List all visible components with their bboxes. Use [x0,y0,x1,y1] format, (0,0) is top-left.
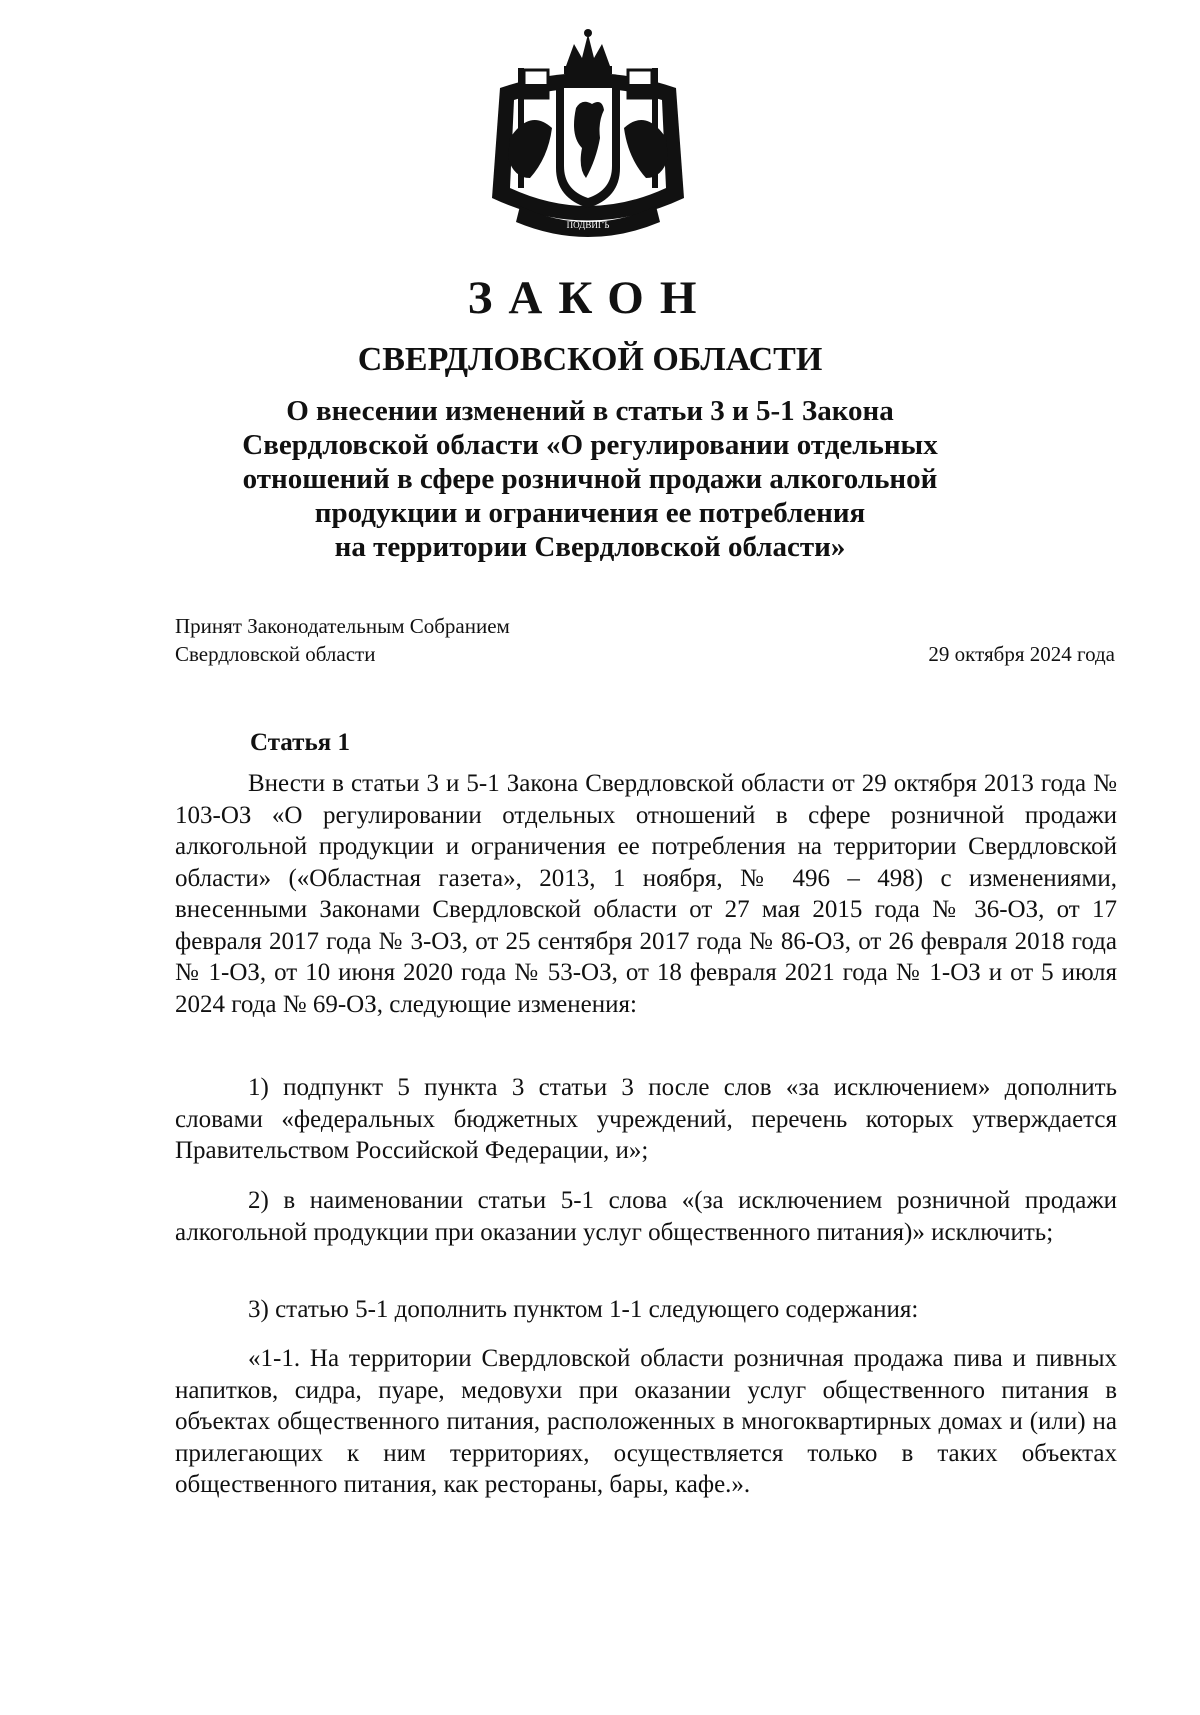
subject-line: Свердловской области «О регулировании отдельных [242,429,938,461]
svg-text:ПОДВИГЪ: ПОДВИГЪ [566,220,610,230]
article-paragraph: 3) статью 5-1 дополнить пунктом 1-1 следующего содержания: [248,1296,919,1323]
adoption-authority [175,612,510,668]
document-type-title: ЗАКОН [467,272,713,324]
coat-of-arms-emblem [470,28,706,252]
law-subject-title [200,394,980,564]
article-paragraph: 1) подпункт 5 пункта 3 статьи 3 после слов «за исключением» дополнить словами «федеральных бюджетных учреждений, перечень которых утверждается Правительством Российской Федерации, и»; [175,1074,1117,1164]
article-heading: Статья 1 [250,729,350,756]
adoption-line: Свердловской области [175,642,376,666]
article-paragraph: 2) в наименовании статьи 5-1 слова «(за исключением розничной продажи алкогольной продукции при оказании услуг общественного питания)» исключить; [175,1187,1117,1246]
region-title: СВЕРДЛОВСКОЙ ОБЛАСТИ [357,341,823,378]
subject-line: на территории Свердловской области» [334,531,846,563]
adoption-date: 29 октября 2024 года [928,642,1115,666]
article-paragraph: «1-1. На территории Свердловской области розничная продажа пива и пивных напитков, сидра, пуаре, медовухи при оказании услуг общественного питания в объектах общественного питания, расположенных в многоквартирных домах и (или) на прилегающих к ним территориях, осуществляется только в таких объектах общественного питания, как рестораны, бары, кафе.». [175,1345,1117,1498]
subject-line: продукции и ограничения ее потребления [314,497,866,529]
subject-line: отношений в сфере розничной продажи алкогольной [242,463,938,495]
adoption-line: Принят Законодательным Собранием [175,614,510,638]
subject-line: О внесении изменений в статьи 3 и 5-1 Закона [286,395,894,427]
article-paragraph: Внести в статьи 3 и 5-1 Закона Свердловской области от 29 октября 2013 года № 103-ОЗ «О регулировании отдельных отношений в сфере розничной продажи алкогольной продукции и ограничения ее потребления на территории Свердловской области» («Областная газета», 2013, 1 ноября, № 496 – 498) с изменениями, внесенными Законами Свердловской области от 27 мая 2015 года № 36-ОЗ, от 17 февраля 2017 года № 3-ОЗ, от 25 сентября 2017 года № 86-ОЗ, от 26 февраля 2018 года № 1-ОЗ, от 10 июня 2020 года № 53-ОЗ, от 18 февраля 2021 года № 1-ОЗ и от 5 июля 2024 года № 69-ОЗ, следующие изменения: [175,770,1117,1018]
